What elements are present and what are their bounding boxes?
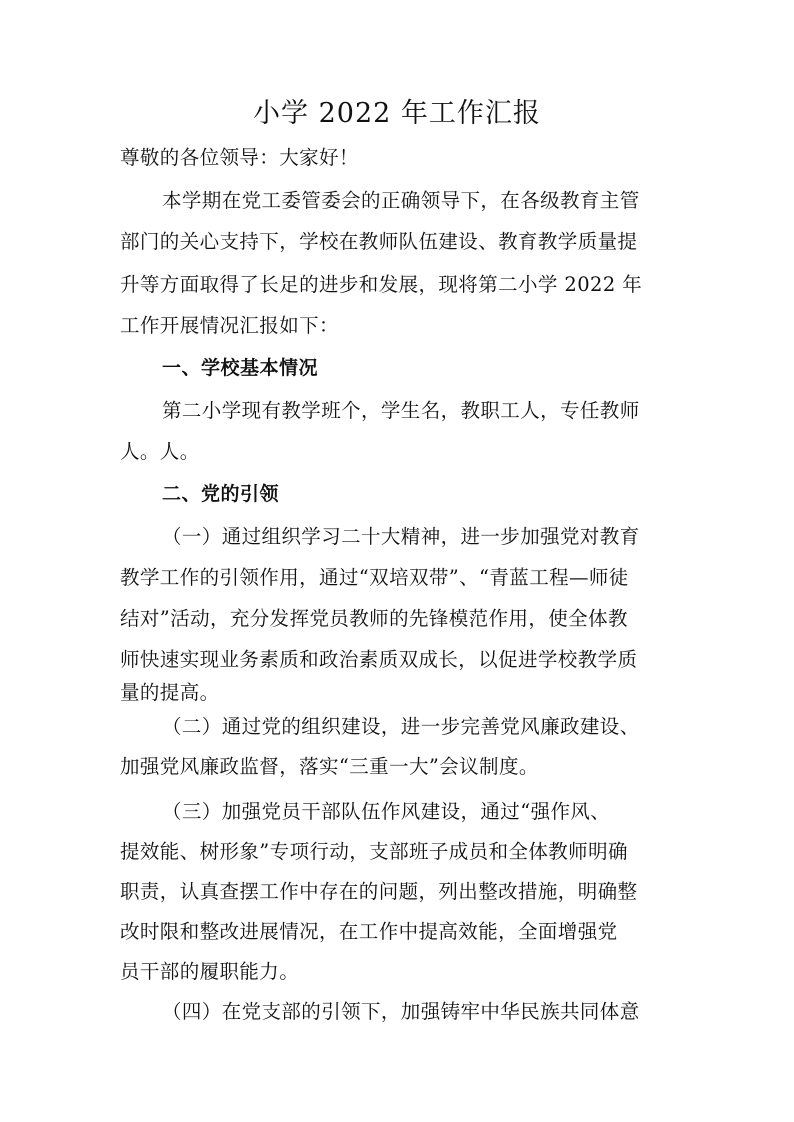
section-2-item-3-line-5: 员干部的履职能力。 [120,960,300,983]
section-2-heading: 二、党的引领 [162,483,280,505]
greeting-line: 尊敬的各位领导：大家好！ [120,146,359,169]
section-1-line-2: 人。人。 [120,440,200,463]
intro-line-1: 本学期在党工委管委会的正确领导下，在各级教育主管 [162,189,640,212]
section-2-item-1-line-3: 结对”活动，充分发挥党员教师的先锋模范作用，使全体教 [120,607,628,630]
intro-line-3: 升等方面取得了长足的进步和发展，现将第二小学 2022 年 [120,273,643,296]
section-2-item-3-line-1: （三）加强党员干部队伍作风建设，通过“强作风、 [162,800,611,823]
section-2-item-1-line-1: （一）通过组织学习二十大精神，进一步加强党对教育 [162,525,640,548]
section-2-item-1-line-4: 师快速实现业务素质和政治素质双成长，以促进学校教学质 [120,648,638,671]
section-2-item-1-line-2: 教学工作的引领作用，通过“双培双带”、“青蓝工程—师徒 [120,566,629,589]
section-1-heading: 一、学校基本情况 [162,357,319,379]
section-2-item-3-line-3: 职责，认真查摆工作中存在的问题，列出整改措施，明确整 [120,880,638,903]
section-2-item-2-line-2: 加强党风廉政监督，落实“三重一大”会议制度。 [120,755,539,778]
document-title: 小学 2022 年工作汇报 [253,98,541,129]
section-2-item-2-line-1: （二）通过党的组织建设，进一步完善党风廉政建设、 [162,715,640,738]
intro-line-4: 工作开展情况汇报如下： [120,314,339,337]
section-2-item-1-line-5: 量的提高。 [120,681,220,704]
section-2-item-3-line-4: 改时限和整改进展情况，在工作中提高效能，全面增强党 [120,920,618,943]
section-2-item-4-line-1: （四）在党支部的引领下，加强铸牢中华民族共同体意 [162,1000,640,1023]
intro-line-2: 部门的关心支持下，学校在教师队伍建设、教育教学质量提 [120,230,638,253]
section-2-item-3-line-2: 提效能、树形象”专项行动，支部班子成员和全体教师明确 [120,840,628,863]
section-1-line-1: 第二小学现有教学班个，学生名，教职工人，专任教师 [162,399,640,422]
